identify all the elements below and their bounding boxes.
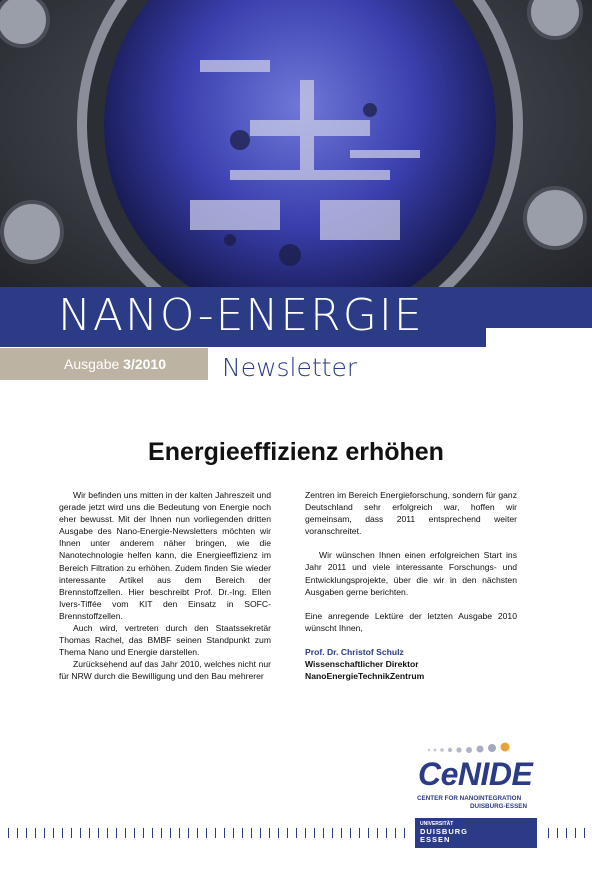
issue-number: 3/2010 (123, 356, 166, 372)
title-band-notch (486, 328, 592, 348)
cover-photo (0, 0, 592, 288)
cenide-wordmark: CeNIDE (418, 756, 533, 792)
paragraph: Wir befinden uns mitten in der kalten Jahreszeit und gerade jetzt wird uns die Bedeutung von Energie noch eher bewusst. Mit der Ihnen nun vorliegenden dritten Ausgabe des Nano-Energie-Newsletters möchten wir Ihnen unter anderem näher bringen, wie die Nanotechnologie helfen kann, die Energieeffizienz im Bereich Filtration zu erhöhen. Zudem finden Sie wieder interessante Artikel aus dem Bereich der Brennstoffzellen. Hier beschreibt Prof. Dr.-Ing. Ellen Ivers-Tiffée vom KIT den Einsatz in SOFC-Brennstoffzellen. (59, 490, 271, 621)
university-label: UNIVERSITÄT (420, 821, 454, 827)
paragraph: Zurücksehend auf das Jahr 2010, welches nicht nur für NRW durch die Bewilligung und den Bau mehrerer (59, 659, 271, 682)
porthole-illustration (0, 0, 592, 288)
university-name: DUISBURG ESSEN (420, 827, 469, 844)
article-column-left (59, 489, 271, 683)
footer-tick-rule-left (8, 828, 410, 838)
signature-organization: NanoEnergieTechnikZentrum (305, 671, 425, 682)
logo-dots-icon (425, 740, 545, 756)
university-logo (415, 818, 537, 848)
article-headline: Energieeffizienz erhöhen (148, 438, 444, 466)
cenide-subtitle: CENTER FOR NANOINTEGRATION (417, 795, 522, 802)
article-column-right (305, 489, 517, 682)
paragraph: Wir wünschen Ihnen einen erfolgreichen Start ins Jahr 2011 und viele interessante Forschungs- und Entwicklungsprojekte, über die wir in den nächsten Ausgaben gerne berichten. (305, 550, 517, 597)
paragraph: Auch wird, vertreten durch den Staatssekretär Thomas Rachel, das BMBF seinen Standpunkt zum Thema Nano und Energie darstellen. (59, 623, 271, 658)
signature-name: Prof. Dr. Christof Schulz (305, 646, 404, 657)
cenide-location: DUISBURG-ESSEN (470, 803, 528, 810)
closing-line: Eine anregende Lektüre der letzten Ausgabe 2010 wünscht Ihnen, (305, 610, 517, 633)
footer-tick-rule-right (548, 828, 588, 838)
cenide-logo (405, 740, 565, 814)
paragraph: Zentren im Bereich Energieforschung, sondern für ganz Deutschland sehr erfolgreich war, hoffen wir gemeinsam, dass 2011 entsprechend weiter voranschreitet. (305, 490, 517, 537)
newsletter-subtitle: Newsletter (222, 353, 358, 382)
issue-label (64, 356, 166, 372)
signature-role: Wissenschaftlicher Direktor (305, 659, 419, 670)
issue-prefix: Ausgabe (64, 356, 120, 372)
newsletter-title: NANO-ENERGIE (58, 290, 424, 341)
